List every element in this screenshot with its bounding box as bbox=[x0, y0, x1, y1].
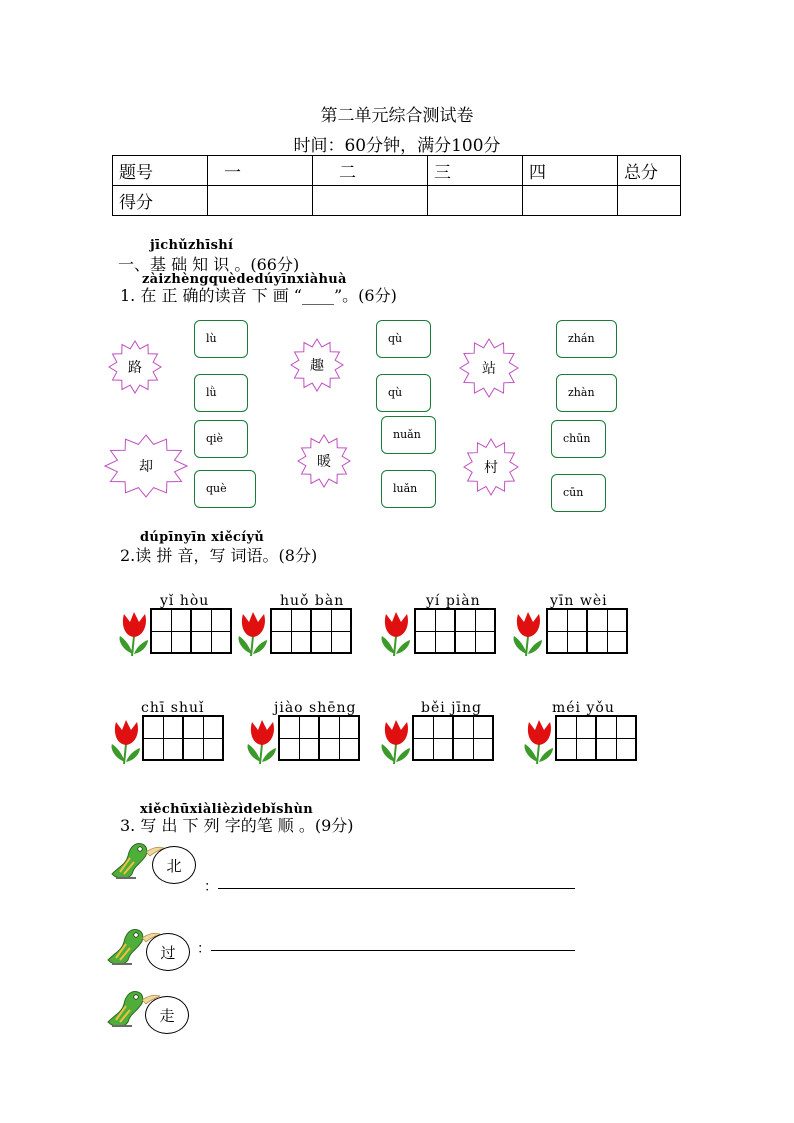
pinyin-option[interactable]: qù bbox=[376, 374, 431, 412]
grid-cell[interactable] bbox=[546, 608, 588, 654]
word-pinyin: yí piàn bbox=[426, 593, 481, 609]
char-label: 路 bbox=[128, 360, 142, 376]
word-pinyin: yǐ hòu bbox=[160, 593, 210, 609]
tulip-icon bbox=[237, 610, 273, 658]
q2-pinyin: dúpīnyīn xiěcíyǔ bbox=[140, 530, 265, 545]
table-cell: 得分 bbox=[113, 186, 208, 216]
tulip bbox=[246, 718, 282, 770]
tulip bbox=[380, 610, 416, 662]
grid-cell[interactable] bbox=[595, 715, 637, 761]
table-cell: 总分 bbox=[618, 156, 681, 186]
pinyin-option[interactable]: zhán bbox=[556, 320, 617, 358]
word-pinyin: méi yǒu bbox=[552, 700, 615, 716]
grid-cell[interactable] bbox=[586, 608, 628, 654]
grid-cell[interactable] bbox=[454, 608, 496, 654]
stroke-order-char: 北 bbox=[152, 846, 196, 884]
table-cell: 二 bbox=[313, 156, 428, 186]
char-label: 村 bbox=[484, 460, 498, 476]
table-cell: 三 bbox=[428, 156, 523, 186]
tulip-icon bbox=[380, 718, 416, 766]
starburst-char bbox=[290, 338, 344, 392]
char-label: 却 bbox=[139, 459, 153, 475]
pinyin-option[interactable]: què bbox=[194, 470, 256, 508]
grid-cell[interactable] bbox=[142, 715, 184, 761]
table-row bbox=[113, 186, 681, 216]
tulip-icon bbox=[246, 718, 282, 766]
tulip bbox=[237, 610, 273, 662]
grid-cell[interactable] bbox=[150, 608, 192, 654]
stroke-order-char: 过 bbox=[146, 933, 190, 971]
writing-grid bbox=[412, 715, 494, 761]
grid-cell[interactable] bbox=[190, 608, 232, 654]
writing-grid bbox=[142, 715, 224, 761]
q1-pinyin: zàizhèngquèdedúyīnxiàhuà bbox=[142, 272, 347, 287]
grid-cell[interactable] bbox=[555, 715, 597, 761]
tulip-icon bbox=[512, 610, 548, 658]
pinyin-option[interactable]: nuǎn bbox=[381, 416, 436, 454]
grid-cell[interactable] bbox=[318, 715, 360, 761]
word-pinyin: huǒ bàn bbox=[280, 593, 345, 609]
tulip-icon bbox=[380, 610, 416, 658]
grid-cell[interactable] bbox=[414, 608, 456, 654]
answer-line[interactable] bbox=[218, 888, 575, 889]
pinyin-option[interactable]: qiè bbox=[194, 420, 248, 458]
starburst-char bbox=[108, 340, 162, 394]
tulip-icon bbox=[110, 718, 146, 766]
grid-cell[interactable] bbox=[452, 715, 494, 761]
table-cell[interactable] bbox=[428, 186, 523, 216]
pinyin-option[interactable]: zhàn bbox=[556, 374, 617, 412]
score-table bbox=[112, 155, 681, 216]
table-cell[interactable] bbox=[523, 186, 618, 216]
starburst-char bbox=[297, 434, 351, 488]
grid-cell[interactable] bbox=[278, 715, 320, 761]
grid-cell[interactable] bbox=[412, 715, 454, 761]
word-pinyin: jiào shēng bbox=[274, 700, 357, 716]
pinyin-option[interactable]: cūn bbox=[551, 474, 606, 512]
tulip-icon bbox=[523, 718, 559, 766]
table-row bbox=[113, 156, 681, 186]
part1-heading: 一、基 础 知 识 。(66分) bbox=[118, 255, 300, 274]
writing-grid bbox=[555, 715, 637, 761]
tulip bbox=[380, 718, 416, 770]
grid-cell[interactable] bbox=[182, 715, 224, 761]
pinyin-option[interactable]: lù bbox=[194, 320, 248, 358]
table-cell[interactable] bbox=[313, 186, 428, 216]
table-cell[interactable] bbox=[618, 186, 681, 216]
colon: ： bbox=[197, 941, 211, 957]
char-label: 暖 bbox=[317, 454, 331, 470]
table-cell: 题号 bbox=[113, 156, 208, 186]
tulip bbox=[110, 718, 146, 770]
pinyin-option[interactable]: chūn bbox=[551, 420, 606, 458]
word-pinyin: běi jīng bbox=[421, 700, 482, 716]
page-title: 第二单元综合测试卷 bbox=[320, 106, 474, 126]
pinyin-option[interactable]: lǜ bbox=[194, 374, 248, 412]
part1-pinyin: jīchǔzhīshí bbox=[150, 238, 234, 253]
writing-grid bbox=[270, 608, 352, 654]
char-label: 站 bbox=[482, 361, 496, 377]
tulip bbox=[523, 718, 559, 770]
writing-grid bbox=[278, 715, 360, 761]
q2-heading: 2.读 拼 音，写 词语。(8分) bbox=[120, 546, 318, 565]
table-cell: 四 bbox=[523, 156, 618, 186]
writing-grid bbox=[414, 608, 496, 654]
word-pinyin: yīn wèi bbox=[550, 593, 608, 609]
tulip bbox=[512, 610, 548, 662]
word-pinyin: chī shuǐ bbox=[141, 700, 205, 716]
starburst-char bbox=[463, 438, 519, 496]
q1-heading: 1. 在 正 确的读音 下 画 “____”。(6分) bbox=[120, 286, 397, 305]
table-cell: 一 bbox=[208, 156, 313, 186]
starburst-char bbox=[459, 338, 519, 398]
pinyin-option[interactable]: luǎn bbox=[381, 470, 436, 508]
writing-grid bbox=[150, 608, 232, 654]
starburst-char bbox=[104, 434, 188, 498]
table-cell[interactable] bbox=[208, 186, 313, 216]
answer-line[interactable] bbox=[211, 950, 575, 951]
q3-pinyin: xiěchūxiàlièzìdebǐshùn bbox=[140, 802, 314, 817]
q3-heading: 3. 写 出 下 列 字的笔 顺 。(9分) bbox=[120, 816, 354, 835]
writing-grid bbox=[546, 608, 628, 654]
colon: ： bbox=[204, 879, 218, 895]
stroke-order-char: 走 bbox=[145, 996, 189, 1034]
tulip-icon bbox=[118, 610, 154, 658]
char-label: 趣 bbox=[310, 358, 324, 374]
tulip bbox=[118, 610, 154, 662]
pinyin-option[interactable]: qù bbox=[376, 320, 431, 358]
grid-cell[interactable] bbox=[270, 608, 312, 654]
page-subtitle: 时间：60分钟，满分100分 bbox=[293, 136, 501, 156]
grid-cell[interactable] bbox=[310, 608, 352, 654]
